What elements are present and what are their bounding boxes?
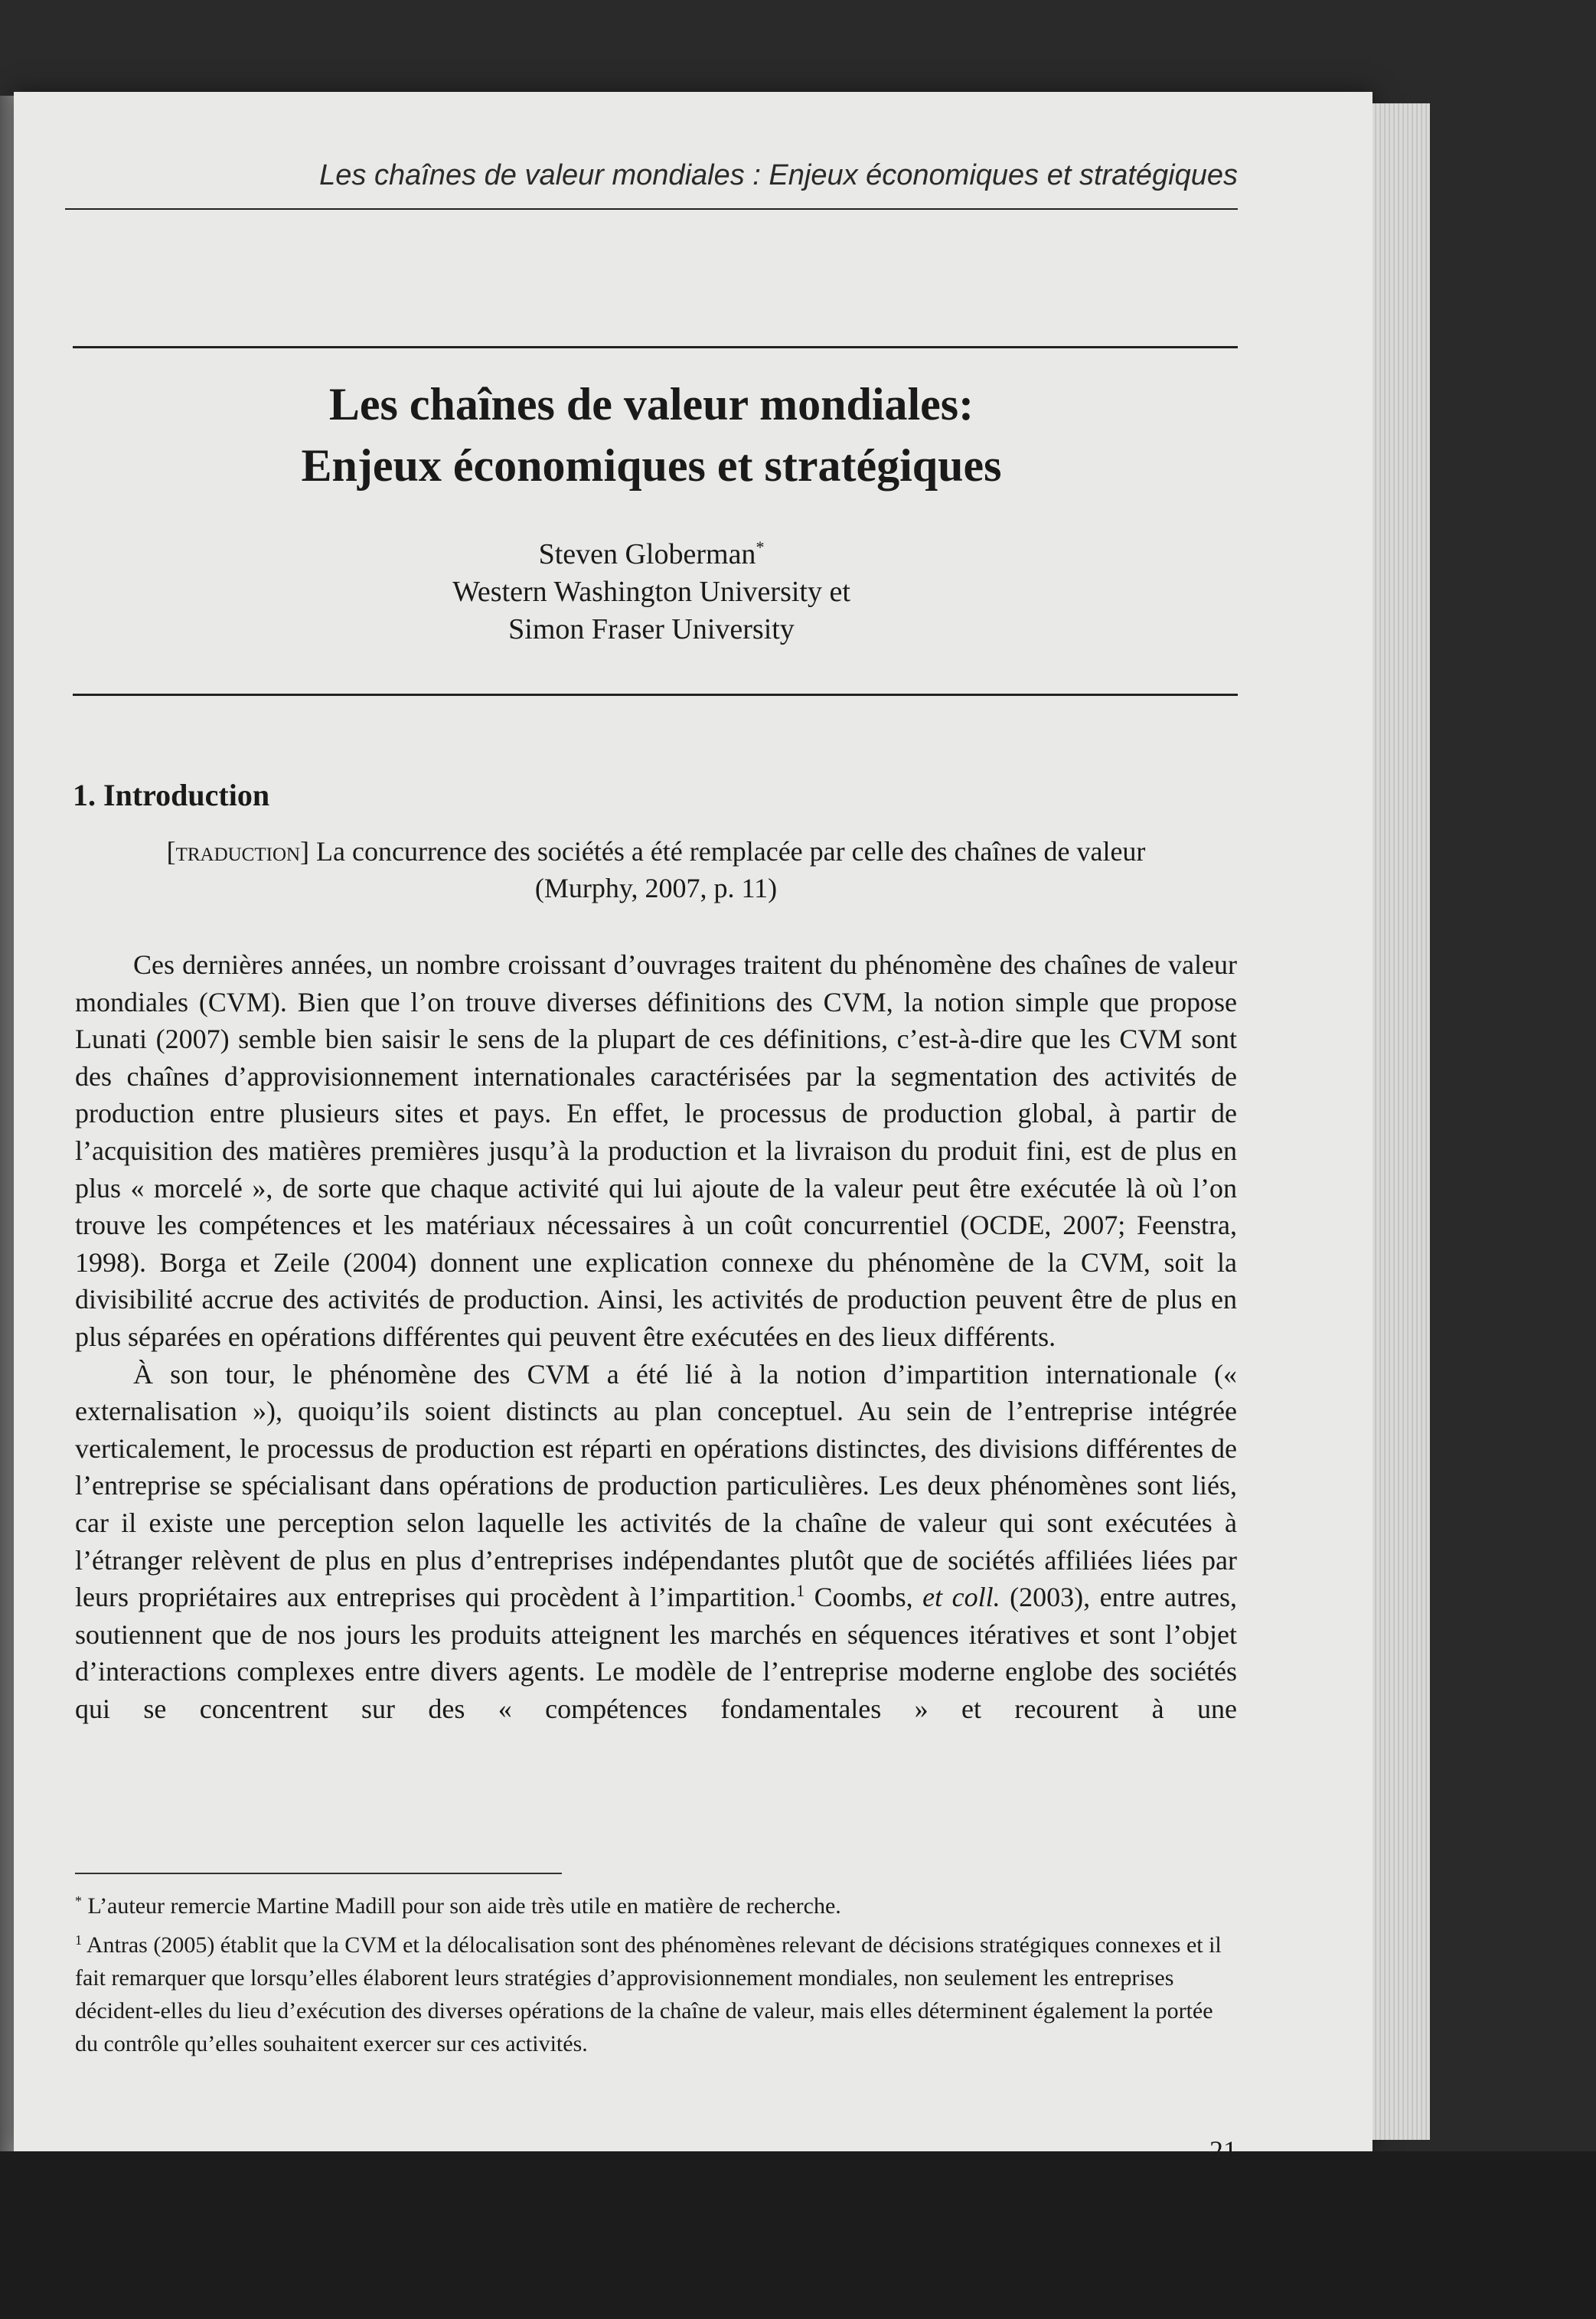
- epigraph-citation: (Murphy, 2007, p. 11): [534, 873, 778, 903]
- paragraph-2-part-a: À son tour, le phénomène des CVM a été lié à la notion d’impartition internationale (« externalisation »), quoiqu’ils soient distincts au plan conceptuel. Au sein de l’entreprise intégrée verticalement, le processus de production est réparti en opérations distinctes, des divisions différentes de l’entreprise se spécialisant dans opérations de production particulières. Les deux phénomènes sont liés, car il existe une perception selon laquelle les activités de la chaîne de valeur qui sont exécutées à l’étranger relèvent de plus en plus d’entreprises indépendantes plutôt que de sociétés affiliées liées par leurs propriétaires aux entreprises qui procèdent à l’impartition.: [75, 1358, 1237, 1613]
- footnote-1-mark: 1: [75, 1932, 82, 1948]
- title-line-2: Enjeux économiques et stratégiques: [301, 440, 1002, 491]
- page-stack-edge: [1372, 103, 1430, 2140]
- running-head: Les chaînes de valeur mondiales : Enjeux économiques et stratégiques: [319, 159, 1238, 191]
- author-affiliation-2: Simon Fraser University: [508, 613, 795, 645]
- et-coll: et coll.: [922, 1582, 1000, 1613]
- footnote-author-mark: *: [75, 1893, 82, 1909]
- footnote-1-text: Antras (2005) établit que la CVM et la délocalisation sont des phénomènes relevant de décisions stratégiques connexes et il fait remarquer que lorsqu’elles élaborent leurs stratégies d’approvisionnement mondiales, non seulement les entreprises décident-elles du lieu d’exécution des diverses opérations de la chaîne de valeur, mais elles déterminent également la portée du contrôle qu’elles souhaitent exercer sur ces activités.: [75, 1932, 1222, 2056]
- epigraph-quote: [75, 833, 1237, 870]
- author-block: [65, 536, 1238, 648]
- running-head-rule: [65, 208, 1238, 210]
- footnote-ref-1: 1: [796, 1581, 805, 1601]
- footnote-rule: [75, 1873, 562, 1874]
- paragraph-2: [75, 1356, 1237, 1728]
- footnote-author: [75, 1889, 1237, 1922]
- epigraph-text: La concurrence des sociétés a été remplacée par celle des chaînes de valeur: [309, 836, 1146, 867]
- author-footnote-mark: *: [756, 537, 765, 557]
- epigraph: [75, 833, 1237, 906]
- article-title: [65, 374, 1238, 496]
- author-name: Steven Globerman: [538, 538, 756, 570]
- footnote-1: [75, 1929, 1237, 2060]
- epigraph-tag: [traduction]: [166, 836, 310, 867]
- paragraph-1: Ces dernières années, un nombre croissant d’ouvrages traitent du phénomène des chaînes de valeur mondiales (CVM). Bien que l’on trouve diverses définitions des CVM, la notion simple que propose Lunati (2007) semble bien saisir le sens de la plupart de ces définitions, c’est-à-dire que les CVM sont des chaînes d’approvisionnement internationales caractérisées par la segmentation des activités de production entre plusieurs sites et pays. En effet, le processus de production global, à partir de l’acquisition des matières premières jusqu’à la production et la livraison du produit fini, est de plus en plus « morcelé », de sorte que chaque activité qui lui ajoute de la valeur peut être exécutée là où l’on trouve les compétences et les matériaux nécessaires à un coût concurrentiel (OCDE, 2007; Feenstra, 1998). Borga et Zeile (2004) donnent une explication connexe du phénomène de la CVM, soit la divisibilité accrue des activités de production. Ainsi, les activités de production peuvent être de plus en plus séparées en opérations différentes qui peuvent être exécutées en des lieux différents.: [75, 949, 1237, 1352]
- background-surface: [0, 2151, 1596, 2319]
- section-heading: 1. Introduction: [73, 778, 270, 812]
- title-line-1: Les chaînes de valeur mondiales:: [328, 379, 974, 430]
- title-rule-top: [73, 346, 1238, 348]
- author-name-line: [65, 536, 1238, 573]
- footnotes: [75, 1889, 1237, 2066]
- paragraph-2-part-b: Coombs,: [805, 1582, 923, 1613]
- body-text: [75, 946, 1237, 1727]
- title-rule-bottom: [73, 694, 1238, 696]
- page-number: 21: [1209, 2135, 1237, 2166]
- previous-page-edge: [0, 96, 14, 2178]
- author-affiliation-1: Western Washington University et: [452, 576, 850, 608]
- footnote-author-text: L’auteur remercie Martine Madill pour son aide très utile en matière de recherche.: [82, 1893, 841, 1919]
- paragraph-2-part-c: (2003), entre autres, soutiennent que de nos jours les produits atteignent les marchés en séquences itératives et sont l’objet d’interactions complexes entre divers agents. Le modèle de l’entreprise moderne englobe des sociétés qui se concentrent sur des « compétences fondamentales » et recourent à une: [75, 1582, 1238, 1724]
